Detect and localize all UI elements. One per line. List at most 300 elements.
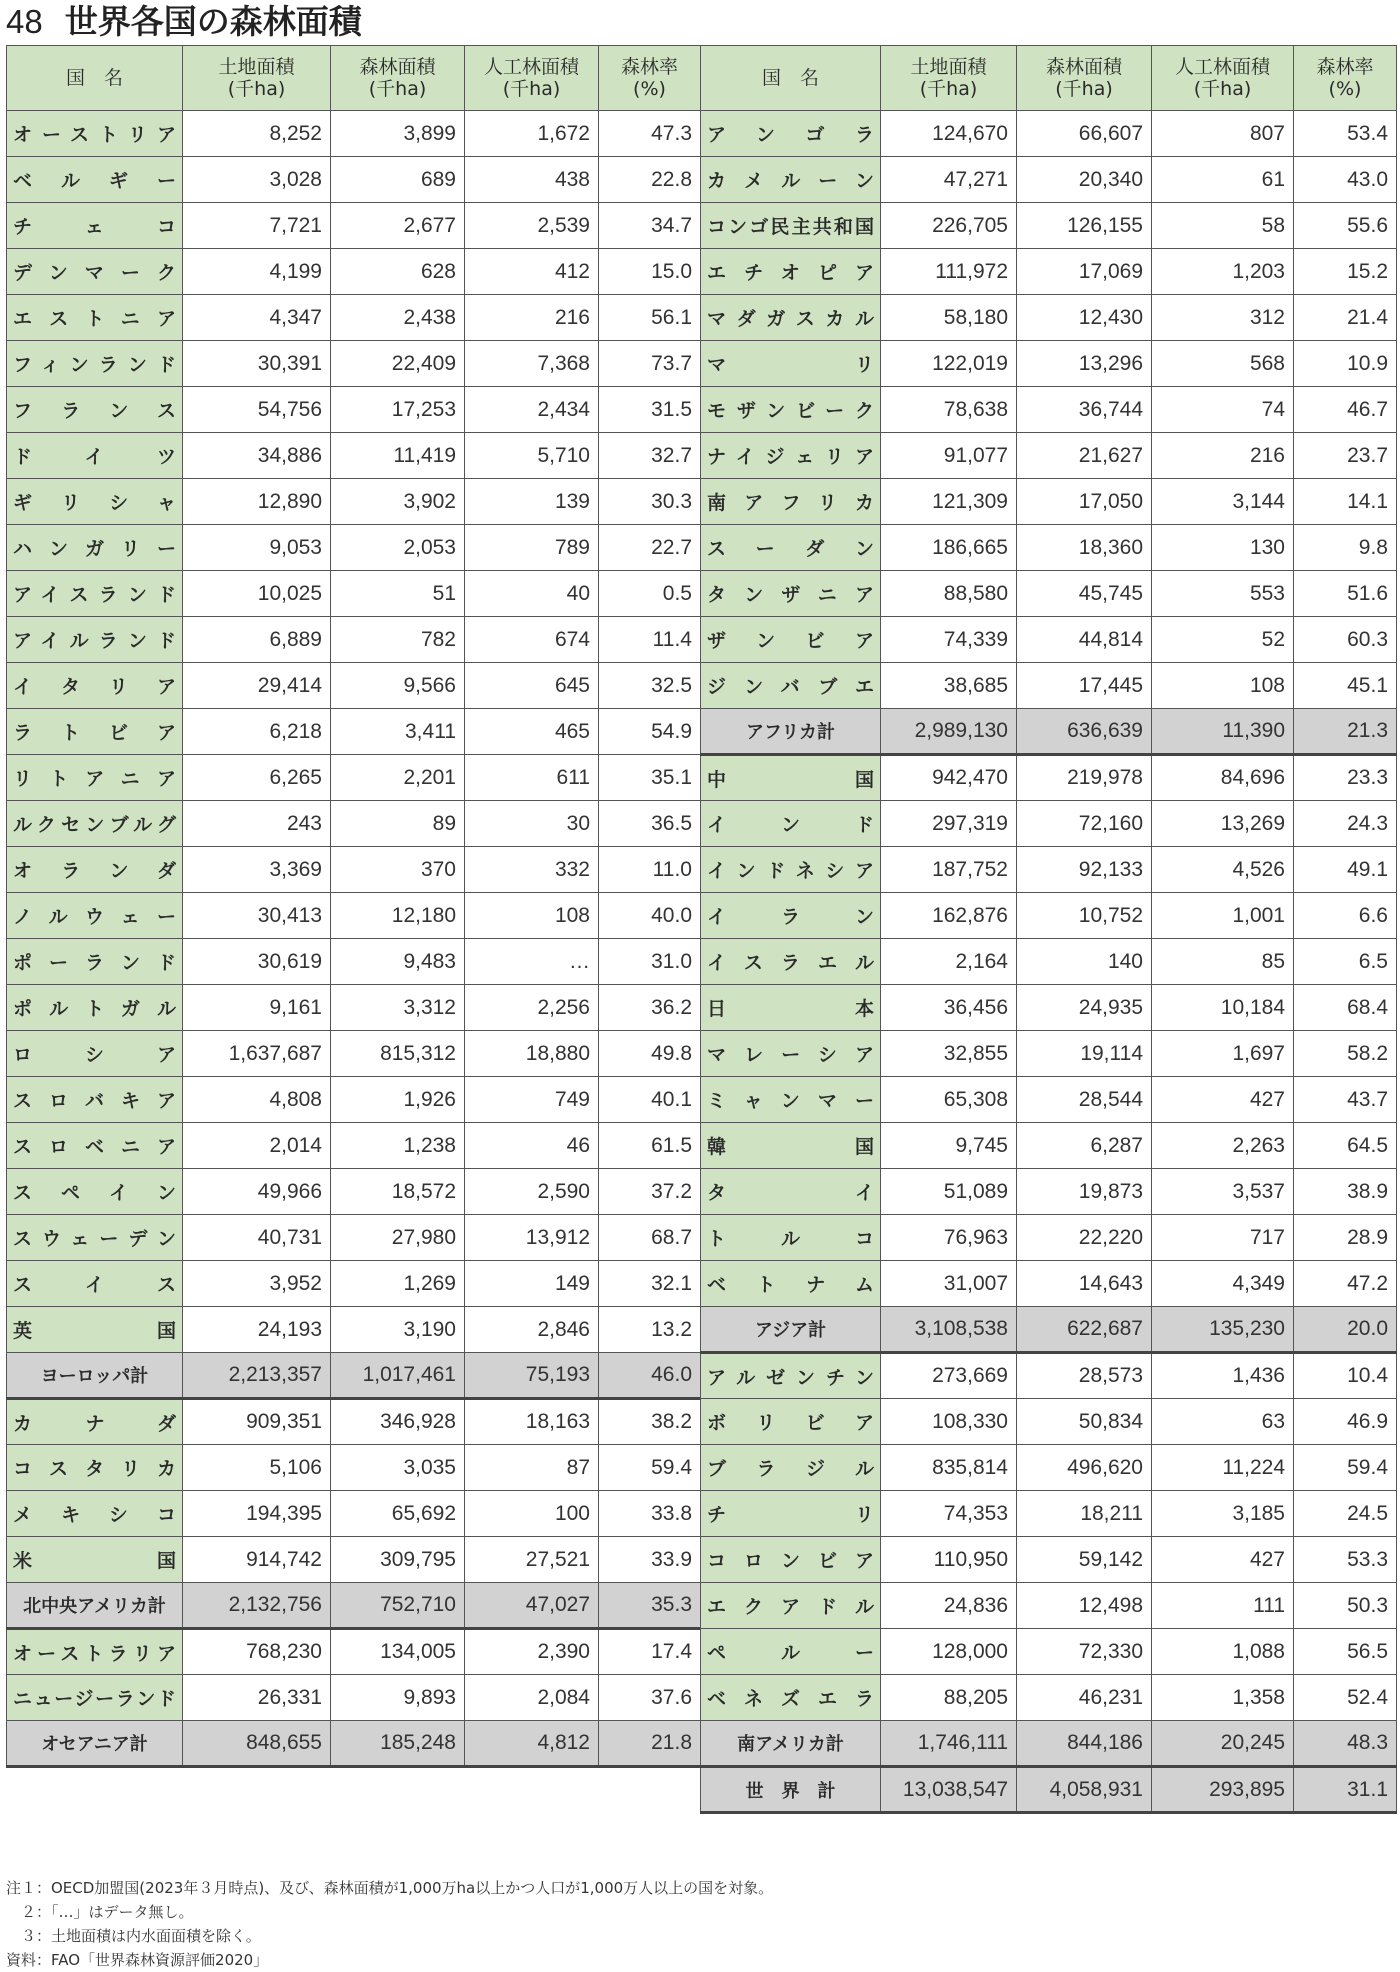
- forest-rate: 24.5: [1294, 1491, 1397, 1537]
- subtotal-row: [701, 709, 1397, 755]
- forest-rate: 10.4: [1294, 1353, 1397, 1399]
- country-name: アイルランド: [7, 617, 183, 663]
- forest-rate: 56.1: [599, 295, 701, 341]
- country-name: スウェーデン: [7, 1215, 183, 1261]
- table-row: [701, 1491, 1397, 1537]
- table-row: [701, 1169, 1397, 1215]
- planted-forest-area: 30: [465, 801, 599, 847]
- forest-rate: 22.8: [599, 157, 701, 203]
- planted-forest-area: 87: [465, 1445, 599, 1491]
- land-area: 273,669: [881, 1353, 1017, 1399]
- land-area: 9,745: [881, 1123, 1017, 1169]
- forest-area: 20,340: [1017, 157, 1152, 203]
- planted-forest-area: 149: [465, 1261, 599, 1307]
- table-row: [7, 847, 701, 893]
- country-name: デンマーク: [7, 249, 183, 295]
- table-row: [7, 249, 701, 295]
- forest-area: 11,419: [331, 433, 465, 479]
- table-row: [7, 1537, 701, 1583]
- planted-forest-area: 216: [1152, 433, 1294, 479]
- country-name: スロバキア: [7, 1077, 183, 1123]
- header-forest-rate-line: 森林率: [1316, 56, 1374, 78]
- forest-area: 13,296: [1017, 341, 1152, 387]
- country-name: フィンランド: [7, 341, 183, 387]
- land-area: 65,308: [881, 1077, 1017, 1123]
- header-row: [7, 46, 701, 111]
- planted-forest-area: 100: [465, 1491, 599, 1537]
- country-name: イスラエル: [701, 939, 881, 985]
- forest-area: 17,445: [1017, 663, 1152, 709]
- forest-area: 17,069: [1017, 249, 1152, 295]
- forest-area: 19,873: [1017, 1169, 1152, 1215]
- country-name: ポーランド: [7, 939, 183, 985]
- land-area: 110,950: [881, 1537, 1017, 1583]
- forest-area: 3,312: [331, 985, 465, 1031]
- planted-forest-area: 293,895: [1152, 1767, 1294, 1813]
- header-planted-forest: [1152, 46, 1294, 111]
- table-row: [7, 203, 701, 249]
- planted-forest-area: 13,269: [1152, 801, 1294, 847]
- land-area: 24,836: [881, 1583, 1017, 1629]
- forest-area: 72,160: [1017, 801, 1152, 847]
- forest-rate: 61.5: [599, 1123, 701, 1169]
- forest-area: 140: [1017, 939, 1152, 985]
- table-row: [701, 433, 1397, 479]
- forest-area: 844,186: [1017, 1721, 1152, 1767]
- table-row: [7, 1675, 701, 1721]
- planted-forest-area: 4,349: [1152, 1261, 1294, 1307]
- planted-forest-area: 2,434: [465, 387, 599, 433]
- header-land-area-line: (千ha): [919, 78, 978, 100]
- forest-rate: 21.4: [1294, 295, 1397, 341]
- forest-rate: 68.7: [599, 1215, 701, 1261]
- forest-area: 3,035: [331, 1445, 465, 1491]
- table-row: [7, 1629, 701, 1675]
- planted-forest-area: 74: [1152, 387, 1294, 433]
- country-name: チェコ: [7, 203, 183, 249]
- table-row: [7, 893, 701, 939]
- forest-rate: 37.2: [599, 1169, 701, 1215]
- table-row: [7, 1123, 701, 1169]
- table-row: [7, 1215, 701, 1261]
- forest-rate: 49.1: [1294, 847, 1397, 893]
- table-row: [7, 571, 701, 617]
- forest-area: 18,360: [1017, 525, 1152, 571]
- planted-forest-area: 47,027: [465, 1583, 599, 1629]
- forest-rate: 52.4: [1294, 1675, 1397, 1721]
- table-row: [701, 1629, 1397, 1675]
- forest-rate: 49.8: [599, 1031, 701, 1077]
- table-row: [7, 341, 701, 387]
- land-area: 38,685: [881, 663, 1017, 709]
- land-area: 49,966: [183, 1169, 331, 1215]
- land-area: 88,205: [881, 1675, 1017, 1721]
- table-row: [7, 111, 701, 157]
- table-row: [701, 1261, 1397, 1307]
- header-country-line: 国 名: [65, 67, 123, 89]
- country-name: ラトビア: [7, 709, 183, 755]
- forest-area: 12,498: [1017, 1583, 1152, 1629]
- header-row: [701, 46, 1397, 111]
- table-row: [7, 939, 701, 985]
- land-area: 78,638: [881, 387, 1017, 433]
- land-area: 121,309: [881, 479, 1017, 525]
- country-name: チリ: [701, 1491, 881, 1537]
- forest-rate: 36.5: [599, 801, 701, 847]
- land-area: 2,132,756: [183, 1583, 331, 1629]
- land-area: 26,331: [183, 1675, 331, 1721]
- table-row: [7, 479, 701, 525]
- forest-rate: 6.6: [1294, 893, 1397, 939]
- forest-area: 1,017,461: [331, 1353, 465, 1399]
- table-row: [701, 479, 1397, 525]
- header-forest-area-line: (千ha): [1055, 78, 1113, 100]
- country-name: リトアニア: [7, 755, 183, 801]
- country-name: 世 界 計: [701, 1767, 881, 1813]
- planted-forest-area: 18,163: [465, 1399, 599, 1445]
- forest-rate: 40.1: [599, 1077, 701, 1123]
- table-row: [701, 525, 1397, 571]
- forest-rate: 51.6: [1294, 571, 1397, 617]
- land-area: 909,351: [183, 1399, 331, 1445]
- land-area: 186,665: [881, 525, 1017, 571]
- forest-area: 628: [331, 249, 465, 295]
- table-row: [701, 111, 1397, 157]
- country-name: 中国: [701, 755, 881, 801]
- table-row: [7, 617, 701, 663]
- planted-forest-area: 7,368: [465, 341, 599, 387]
- forest-rate: 34.7: [599, 203, 701, 249]
- country-name: ポルトガル: [7, 985, 183, 1031]
- table-row: [701, 249, 1397, 295]
- forest-area: 1,238: [331, 1123, 465, 1169]
- land-area: 768,230: [183, 1629, 331, 1675]
- country-name: ミャンマー: [701, 1077, 881, 1123]
- table-row: [7, 1491, 701, 1537]
- forest-rate: 47.2: [1294, 1261, 1397, 1307]
- land-area: 76,963: [881, 1215, 1017, 1261]
- subtotal-row: [701, 1721, 1397, 1767]
- forest-rate: 13.2: [599, 1307, 701, 1353]
- planted-forest-area: 13,912: [465, 1215, 599, 1261]
- forest-area: 1,269: [331, 1261, 465, 1307]
- header-planted-forest-line: 人工林面積: [483, 56, 579, 78]
- header-forest-rate-line: (%): [633, 78, 666, 100]
- forest-rate: 46.7: [1294, 387, 1397, 433]
- forest-area: 622,687: [1017, 1307, 1152, 1353]
- land-area: 3,369: [183, 847, 331, 893]
- planted-forest-area: 46: [465, 1123, 599, 1169]
- table-row: [701, 295, 1397, 341]
- country-name: エクアドル: [701, 1583, 881, 1629]
- forest-rate: 54.9: [599, 709, 701, 755]
- land-area: 122,019: [881, 341, 1017, 387]
- country-name: マダガスカル: [701, 295, 881, 341]
- header-forest-area-line: (千ha): [368, 78, 427, 100]
- forest-rate: 64.5: [1294, 1123, 1397, 1169]
- land-area: 58,180: [881, 295, 1017, 341]
- land-area: 6,265: [183, 755, 331, 801]
- table-row: [7, 1031, 701, 1077]
- forest-area: 496,620: [1017, 1445, 1152, 1491]
- table-row: [7, 525, 701, 571]
- planted-forest-area: 63: [1152, 1399, 1294, 1445]
- land-area: 194,395: [183, 1491, 331, 1537]
- land-area: 2,164: [881, 939, 1017, 985]
- forest-rate: 32.1: [599, 1261, 701, 1307]
- land-area: 297,319: [881, 801, 1017, 847]
- table-row: [7, 801, 701, 847]
- planted-forest-area: 135,230: [1152, 1307, 1294, 1353]
- forest-area: 2,438: [331, 295, 465, 341]
- country-name: カメルーン: [701, 157, 881, 203]
- planted-forest-area: 139: [465, 479, 599, 525]
- country-name: ギリシャ: [7, 479, 183, 525]
- land-area: 88,580: [881, 571, 1017, 617]
- country-name: カナダ: [7, 1399, 183, 1445]
- header-forest-area: [1017, 46, 1152, 111]
- table-row: [7, 755, 701, 801]
- title-number: 48: [6, 3, 43, 40]
- forest-rate: 47.3: [599, 111, 701, 157]
- forest-area: 9,893: [331, 1675, 465, 1721]
- planted-forest-area: 108: [465, 893, 599, 939]
- forest-rate: 58.2: [1294, 1031, 1397, 1077]
- land-area: 29,414: [183, 663, 331, 709]
- planted-forest-area: 18,880: [465, 1031, 599, 1077]
- forest-area: 10,752: [1017, 893, 1152, 939]
- table-row: [701, 1445, 1397, 1491]
- forest-area: 219,978: [1017, 755, 1152, 801]
- forest-rate: 35.3: [599, 1583, 701, 1629]
- land-area: 40,731: [183, 1215, 331, 1261]
- land-area: 10,025: [183, 571, 331, 617]
- forest-rate: 35.1: [599, 755, 701, 801]
- planted-forest-area: 4,812: [465, 1721, 599, 1767]
- forest-area: 3,190: [331, 1307, 465, 1353]
- country-name: ジンバブエ: [701, 663, 881, 709]
- country-name: 南アメリカ計: [701, 1721, 881, 1767]
- land-area: 226,705: [881, 203, 1017, 249]
- land-area: 4,808: [183, 1077, 331, 1123]
- forest-area: 2,677: [331, 203, 465, 249]
- forest-rate: 37.6: [599, 1675, 701, 1721]
- land-area: 848,655: [183, 1721, 331, 1767]
- forest-rate: 38.2: [599, 1399, 701, 1445]
- table-row: [7, 1261, 701, 1307]
- table-row: [7, 709, 701, 755]
- planted-forest-area: 611: [465, 755, 599, 801]
- forest-area: 370: [331, 847, 465, 893]
- planted-forest-area: 1,203: [1152, 249, 1294, 295]
- land-area: 942,470: [881, 755, 1017, 801]
- planted-forest-area: 749: [465, 1077, 599, 1123]
- land-area: 6,218: [183, 709, 331, 755]
- planted-forest-area: …: [465, 939, 599, 985]
- planted-forest-area: 11,224: [1152, 1445, 1294, 1491]
- land-area: 1,746,111: [881, 1721, 1017, 1767]
- header-land-area-line: (千ha): [227, 78, 286, 100]
- forest-area: 28,573: [1017, 1353, 1152, 1399]
- forest-area: 19,114: [1017, 1031, 1152, 1077]
- planted-forest-area: 5,710: [465, 433, 599, 479]
- country-name: エストニア: [7, 295, 183, 341]
- planted-forest-area: 674: [465, 617, 599, 663]
- forest-rate: 33.9: [599, 1537, 701, 1583]
- planted-forest-area: 1,088: [1152, 1629, 1294, 1675]
- table-row: [701, 755, 1397, 801]
- forest-rate: 11.0: [599, 847, 701, 893]
- table-row: [701, 1537, 1397, 1583]
- land-area: 32,855: [881, 1031, 1017, 1077]
- country-name: 米国: [7, 1537, 183, 1583]
- land-area: 30,413: [183, 893, 331, 939]
- land-area: 187,752: [881, 847, 1017, 893]
- forest-rate: 23.7: [1294, 433, 1397, 479]
- subtotal-row: [7, 1583, 701, 1629]
- planted-forest-area: 427: [1152, 1537, 1294, 1583]
- country-name: タンザニア: [701, 571, 881, 617]
- header-forest-area-line: 森林面積: [359, 56, 436, 78]
- forest-area: 50,834: [1017, 1399, 1152, 1445]
- planted-forest-area: 789: [465, 525, 599, 571]
- table-row: [7, 1307, 701, 1353]
- table-row: [701, 663, 1397, 709]
- table-row: [701, 985, 1397, 1031]
- forest-area: 4,058,931: [1017, 1767, 1152, 1813]
- subtotal-row: [7, 1353, 701, 1399]
- forest-area: 66,607: [1017, 111, 1152, 157]
- planted-forest-area: 40: [465, 571, 599, 617]
- country-name: イタリア: [7, 663, 183, 709]
- forest-area: 24,935: [1017, 985, 1152, 1031]
- forest-area: 46,231: [1017, 1675, 1152, 1721]
- forest-rate: 33.8: [599, 1491, 701, 1537]
- planted-forest-area: 807: [1152, 111, 1294, 157]
- country-name: トルコ: [701, 1215, 881, 1261]
- country-name: ザンビア: [701, 617, 881, 663]
- forest-area: 782: [331, 617, 465, 663]
- table-row: [701, 1123, 1397, 1169]
- country-name: ベトナム: [701, 1261, 881, 1307]
- country-name: タイ: [701, 1169, 881, 1215]
- land-area: 8,252: [183, 111, 331, 157]
- forest-area: 17,050: [1017, 479, 1152, 525]
- forest-rate: 14.1: [1294, 479, 1397, 525]
- forest-rate: 28.9: [1294, 1215, 1397, 1261]
- forest-rate: 36.2: [599, 985, 701, 1031]
- header-forest-rate: [599, 46, 701, 111]
- country-name: イラン: [701, 893, 881, 939]
- table-row: [7, 387, 701, 433]
- table-row: [701, 1215, 1397, 1261]
- country-name: アイスランド: [7, 571, 183, 617]
- forest-rate: 23.3: [1294, 755, 1397, 801]
- forest-rate: 10.9: [1294, 341, 1397, 387]
- forest-rate: 17.4: [599, 1629, 701, 1675]
- land-area: 9,053: [183, 525, 331, 571]
- planted-forest-area: 2,256: [465, 985, 599, 1031]
- country-name: アジア計: [701, 1307, 881, 1353]
- forest-area: 65,692: [331, 1491, 465, 1537]
- forest-area: 72,330: [1017, 1629, 1152, 1675]
- forest-area: 27,980: [331, 1215, 465, 1261]
- country-name: ベルギー: [7, 157, 183, 203]
- forest-area: 28,544: [1017, 1077, 1152, 1123]
- forest-rate: 68.4: [1294, 985, 1397, 1031]
- table-row: [7, 1399, 701, 1445]
- country-name: インドネシア: [701, 847, 881, 893]
- country-name: コスタリカ: [7, 1445, 183, 1491]
- planted-forest-area: 332: [465, 847, 599, 893]
- country-name: アンゴラ: [701, 111, 881, 157]
- land-area: 243: [183, 801, 331, 847]
- forest-rate: 0.5: [599, 571, 701, 617]
- forest-area: 21,627: [1017, 433, 1152, 479]
- table-row: [7, 663, 701, 709]
- planted-forest-area: 3,185: [1152, 1491, 1294, 1537]
- forest-rate: 6.5: [1294, 939, 1397, 985]
- planted-forest-area: 20,245: [1152, 1721, 1294, 1767]
- land-area: 4,199: [183, 249, 331, 295]
- planted-forest-area: 4,526: [1152, 847, 1294, 893]
- table-row: [7, 1445, 701, 1491]
- land-area: 5,106: [183, 1445, 331, 1491]
- country-name: スイス: [7, 1261, 183, 1307]
- planted-forest-area: 111: [1152, 1583, 1294, 1629]
- header-land-area-line: 土地面積: [218, 56, 295, 78]
- table-row: [701, 1583, 1397, 1629]
- country-name: 韓国: [701, 1123, 881, 1169]
- forest-area: 22,409: [331, 341, 465, 387]
- header-forest-rate: [1294, 46, 1397, 111]
- country-name: コロンビア: [701, 1537, 881, 1583]
- notes: [6, 1876, 773, 1972]
- country-name: エチオピア: [701, 249, 881, 295]
- planted-forest-area: 11,390: [1152, 709, 1294, 755]
- header-land-area-line: 土地面積: [910, 56, 987, 78]
- header-forest-area: [331, 46, 465, 111]
- forest-area: 36,744: [1017, 387, 1152, 433]
- forest-area: 59,142: [1017, 1537, 1152, 1583]
- forest-area: 18,572: [331, 1169, 465, 1215]
- forest-rate: 21.3: [1294, 709, 1397, 755]
- planted-forest-area: 465: [465, 709, 599, 755]
- planted-forest-area: 52: [1152, 617, 1294, 663]
- planted-forest-area: 27,521: [465, 1537, 599, 1583]
- forest-area: 1,926: [331, 1077, 465, 1123]
- forest-rate: 11.4: [599, 617, 701, 663]
- country-name: ルクセンブルグ: [7, 801, 183, 847]
- land-area: 12,890: [183, 479, 331, 525]
- subtotal-row: [7, 1721, 701, 1767]
- country-name: ボリビア: [701, 1399, 881, 1445]
- forest-area: 309,795: [331, 1537, 465, 1583]
- planted-forest-area: 84,696: [1152, 755, 1294, 801]
- land-area: 9,161: [183, 985, 331, 1031]
- country-name: マリ: [701, 341, 881, 387]
- planted-forest-area: 1,697: [1152, 1031, 1294, 1077]
- country-name: ニュージーランド: [7, 1675, 183, 1721]
- land-area: 30,619: [183, 939, 331, 985]
- planted-forest-area: 2,590: [465, 1169, 599, 1215]
- country-name: オランダ: [7, 847, 183, 893]
- table-row: [701, 571, 1397, 617]
- forest-rate: 30.3: [599, 479, 701, 525]
- country-name: 北中央アメリカ計: [7, 1583, 183, 1629]
- planted-forest-area: 130: [1152, 525, 1294, 571]
- land-area: 74,353: [881, 1491, 1017, 1537]
